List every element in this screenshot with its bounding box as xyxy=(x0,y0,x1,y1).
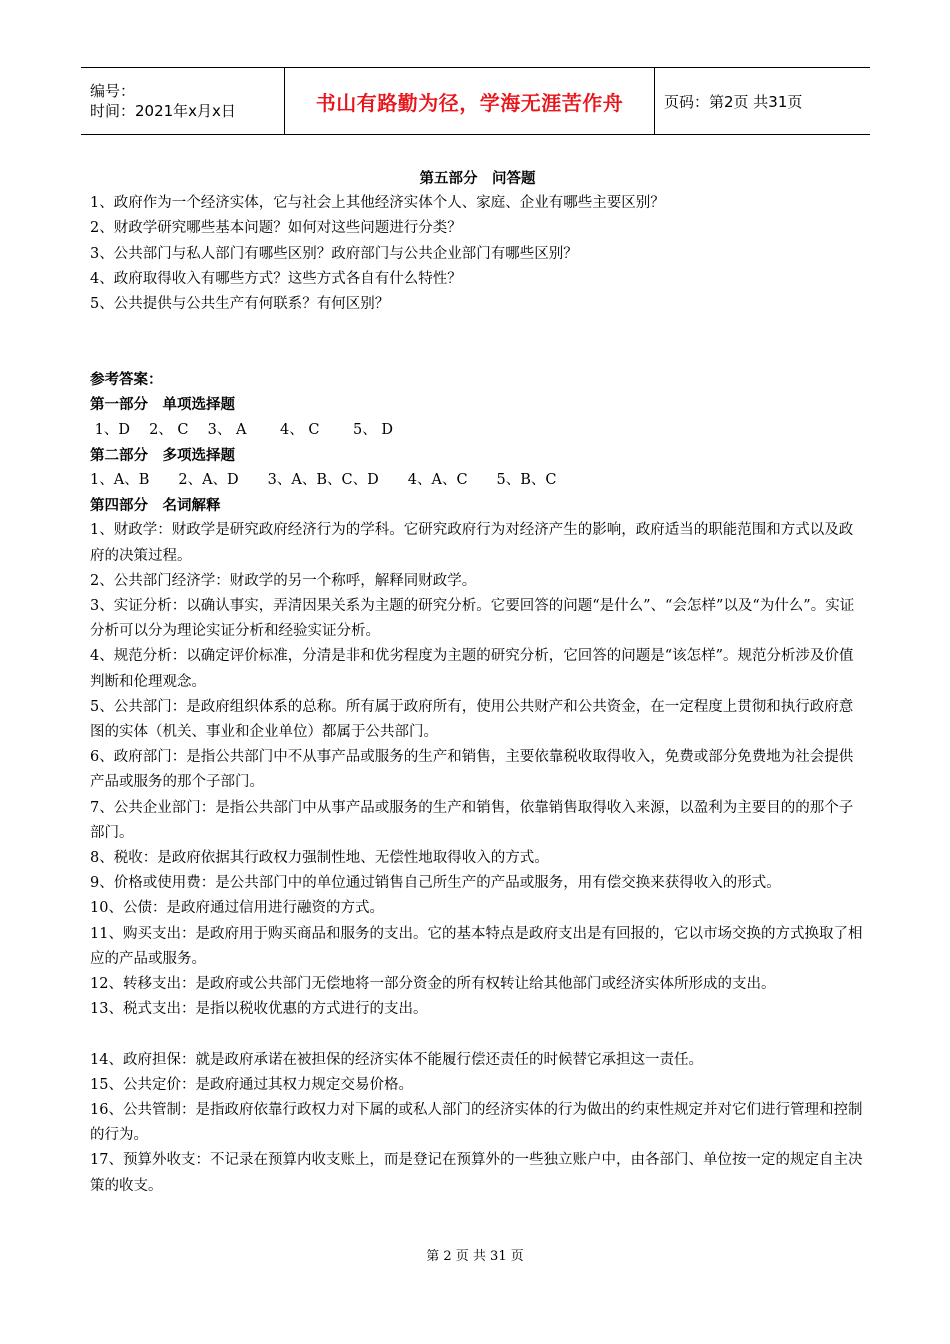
term-item: 17、预算外收支：不记录在预算内收支账上，而是登记在预算外的一些独立账户中，由各部门、单位按一定的规定自主决策的收支。 xyxy=(90,1152,863,1194)
question-item: 3、公共部门与私人部门有哪些区别？政府部门与公共企业部门有哪些区别？ xyxy=(90,245,578,262)
term-item: 3、实证分析：以确认事实，弄清因果关系为主题的研究分析。它要回答的问题“是什么”、“会怎样”以及“为什么”。实证分析可以分为理论实证分析和经验实证分析。 xyxy=(90,598,855,640)
term-item: 16、公共管制：是指政府依靠行政权力对下属的或私人部门的经济实体的行为做出的约束性规定并对它们进行管理和控制的行为。 xyxy=(90,1101,863,1144)
spacer xyxy=(90,1023,865,1048)
question-item: 5、公共提供与公共生产有何联系？有何区别？ xyxy=(90,296,390,313)
page-footer: 第 2 页 共 31 页 xyxy=(426,1249,524,1264)
term-item: 2、公共部门经济学：财政学的另一个称呼，解释同财政学。 xyxy=(90,572,477,589)
term-item: 1、财政学：财政学是研究政府经济行为的学科。它研究政府行为对经济产生的影响，政府适当的职能范围和方式以及政府的决策过程。 xyxy=(90,522,854,564)
term-item: 6、政府部门：是指公共部门中不从事产品或服务的生产和销售，主要依靠税收取得收入，免费或部分免费地为社会提供产品或服务的那个子部门。 xyxy=(90,749,854,791)
part4-title: 第四部分 名词解释 xyxy=(90,497,221,515)
term-item: 13、税式支出：是指以税收优惠的方式进行的支出。 xyxy=(90,1001,428,1018)
term-item: 11、购买支出：是政府用于购买商品和服务的支出。它的基本特点是政府支出是有回报的，它以市场交换的方式换取了相应的产品或服务。 xyxy=(90,925,863,967)
term-item: 8、税收：是政府依据其行政权力强制性地、无偿性地取得收入的方式。 xyxy=(90,850,549,867)
document-time-label: 时间：2021年x月x日 xyxy=(90,102,236,120)
term-item: 10、公债：是政府通过信用进行融资的方式。 xyxy=(90,900,384,917)
term-item: 4、规范分析：以确定评价标准，分清是非和优劣程度为主题的研究分析，它回答的问题是“该怎样”。规范分析涉及价值判断和伦理观念。 xyxy=(90,648,854,690)
term-list xyxy=(90,518,865,1022)
term-item: 7、公共企业部门：是指公共部门中从事产品或服务的生产和销售，依靠销售取得收入来源，以盈利为主要目的的那个子部门。 xyxy=(90,799,854,841)
part1-title: 第一部分 单项选择题 xyxy=(90,396,235,414)
page-header xyxy=(81,67,870,135)
term-item: 12、转移支出：是政府或公共部门无偿地将一部分资金的所有权转让给其他部门或经济实体所形成的支出。 xyxy=(90,976,776,993)
part1-answers: 1、D 2、 C 3、 A 4、 C 5、 D xyxy=(90,421,394,438)
spacer xyxy=(90,317,865,367)
term-item: 9、价格或使用费：是公共部门中的单位通过销售自己所生产的产品或服务，用有偿交换来获得收入的形式。 xyxy=(90,875,781,892)
header-left-cell xyxy=(81,68,284,134)
term-item: 14、政府担保：就是政府承诺在被担保的经济实体不能履行偿还责任的时候替它承担这一责任。 xyxy=(90,1051,703,1068)
header-right-cell xyxy=(655,68,870,134)
term-list-continued xyxy=(90,1048,865,1199)
part2-answers: 1、A、B 2、A、D 3、A、B、C、D 4、A、C 5、B、C xyxy=(90,472,557,489)
question-list xyxy=(90,191,865,317)
answers-title: 参考答案： xyxy=(90,371,163,389)
term-item: 5、公共部门：是政府组织体系的总称。所有属于政府所有，使用公共财产和公共资金，在一定程度上贯彻和执行政府意图的实体（机关、事业和企业单位）都属于公共部门。 xyxy=(90,698,854,741)
section-title-part5: 第五部分 问答题 xyxy=(419,170,536,187)
part2-title: 第二部分 多项选择题 xyxy=(90,446,235,464)
header-page-label: 页码：第2页 共31页 xyxy=(664,92,803,111)
header-motto: 书山有路勤为径，学海无涯苦作舟 xyxy=(315,90,624,115)
question-item: 2、财政学研究哪些基本问题？如何对这些问题进行分类？ xyxy=(90,220,462,237)
question-item: 4、政府取得收入有哪些方式？这些方式各自有什么特性？ xyxy=(90,270,462,287)
term-item: 15、公共定价：是政府通过其权力规定交易价格。 xyxy=(90,1076,413,1093)
question-item: 1、政府作为一个经济实体，它与社会上其他经济实体个人、家庭、企业有哪些主要区别？ xyxy=(90,195,665,212)
document-number-label: 编号： xyxy=(90,82,136,100)
header-motto-cell xyxy=(284,68,655,134)
document-body xyxy=(90,166,865,1199)
